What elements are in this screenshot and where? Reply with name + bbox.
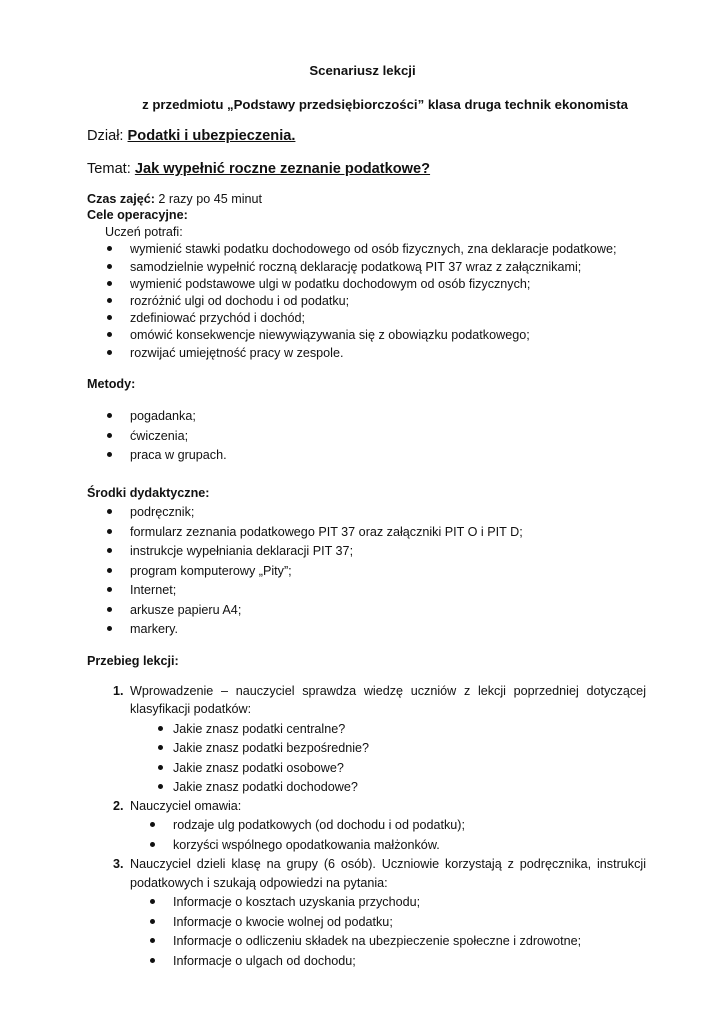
- step-text: Nauczyciel dzieli klasę na grupy (6 osób). Uczniowie korzystają z podręcznika, instrukcji: [130, 857, 646, 871]
- metody-heading: Metody:: [87, 377, 136, 391]
- czas-label: Czas zajęć:: [87, 192, 155, 206]
- bullet-icon: [107, 246, 112, 251]
- list-item: program komputerowy „Pity”;: [130, 564, 292, 578]
- bullet-icon: [150, 919, 155, 924]
- list-item: rodzaje ulg podatkowych (od dochodu i od podatku);: [173, 818, 465, 832]
- bullet-icon: [107, 509, 112, 514]
- bullet-icon: [107, 298, 112, 303]
- bullet-icon: [107, 587, 112, 592]
- list-item: podręcznik;: [130, 505, 195, 519]
- bullet-icon: [107, 350, 112, 355]
- czas-value: 2 razy po 45 minut: [154, 192, 263, 206]
- step-text-cont: klasyfikacji podatków:: [130, 702, 252, 716]
- list-item: pogadanka;: [130, 409, 196, 423]
- temat-label: Temat:: [87, 161, 135, 177]
- list-item: zdefiniować przychód i dochód;: [130, 311, 306, 325]
- step-number: 1.: [113, 684, 124, 698]
- step-text: Nauczyciel omawia:: [130, 799, 242, 813]
- dzial-label: Dział:: [87, 128, 128, 144]
- list-item: ćwiczenia;: [130, 429, 189, 443]
- bullet-icon: [158, 726, 163, 731]
- bullet-icon: [107, 433, 112, 438]
- bullet-icon: [107, 626, 112, 631]
- step-number: 3.: [113, 857, 124, 871]
- bullet-icon: [158, 765, 163, 770]
- list-item: markery.: [130, 622, 179, 636]
- cele-heading: Cele operacyjne:: [87, 208, 188, 222]
- temat-line: [87, 160, 430, 178]
- list-item: Informacje o ulgach od dochodu;: [173, 954, 356, 968]
- list-item: Informacje o kwocie wolnej od podatku;: [173, 915, 393, 929]
- list-item: praca w grupach.: [130, 448, 227, 462]
- bullet-icon: [107, 548, 112, 553]
- bullet-icon: [150, 899, 155, 904]
- dzial-line: [87, 127, 295, 145]
- bullet-icon: [150, 822, 155, 827]
- step-text: Wprowadzenie – nauczyciel sprawdza wiedzę uczniów z lekcji poprzedniej dotyczącej: [130, 684, 646, 698]
- bullet-icon: [107, 281, 112, 286]
- bullet-icon: [107, 413, 112, 418]
- list-item: Informacje o kosztach uzyskania przychodu;: [173, 895, 421, 909]
- bullet-icon: [107, 529, 112, 534]
- list-item: instrukcje wypełniania deklaracji PIT 37;: [130, 544, 354, 558]
- list-item: arkusze papieru A4;: [130, 603, 242, 617]
- bullet-icon: [107, 452, 112, 457]
- list-item: rozwijać umiejętność pracy w zespole.: [130, 346, 344, 360]
- przebieg-heading: Przebieg lekcji:: [87, 654, 179, 668]
- list-item: Jakie znasz podatki dochodowe?: [173, 780, 358, 794]
- bullet-icon: [107, 332, 112, 337]
- bullet-icon: [150, 842, 155, 847]
- step-number: 2.: [113, 799, 124, 813]
- list-item: Informacje o odliczeniu składek na ubezpieczenie społeczne i zdrowotne;: [173, 934, 582, 948]
- list-item: korzyści wspólnego opodatkowania małżonków.: [173, 838, 440, 852]
- bullet-icon: [150, 958, 155, 963]
- step-text-cont: podatkowych i szukają odpowiedzi na pytania:: [130, 876, 388, 890]
- list-item: Internet;: [130, 583, 177, 597]
- dzial-value: Podatki i ubezpieczenia.: [127, 128, 296, 144]
- bullet-icon: [158, 784, 163, 789]
- bullet-icon: [107, 568, 112, 573]
- list-item: Jakie znasz podatki centralne?: [173, 722, 346, 736]
- bullet-icon: [107, 264, 112, 269]
- list-item: rozróżnić ulgi od dochodu i od podatku;: [130, 294, 350, 308]
- bullet-icon: [107, 607, 112, 612]
- list-item: wymienić podstawowe ulgi w podatku dochodowym od osób fizycznych;: [130, 277, 531, 291]
- bullet-icon: [158, 745, 163, 750]
- list-item: samodzielnie wypełnić roczną deklarację podatkową PIT 37 wraz z załącznikami;: [130, 260, 582, 274]
- document-subtitle: z przedmiotu „Podstawy przedsiębiorczości” klasa druga technik ekonomista: [142, 97, 628, 112]
- czas-line: [87, 191, 262, 207]
- list-item: formularz zeznania podatkowego PIT 37 oraz załączniki PIT O i PIT D;: [130, 525, 523, 539]
- temat-value: Jak wypełnić roczne zeznanie podatkowe?: [134, 161, 431, 177]
- list-item: Jakie znasz podatki osobowe?: [173, 761, 344, 775]
- srodki-heading: Środki dydaktyczne:: [87, 486, 210, 500]
- list-item: Jakie znasz podatki bezpośrednie?: [173, 741, 370, 755]
- document-title: Scenariusz lekcji: [309, 63, 416, 78]
- bullet-icon: [107, 315, 112, 320]
- cele-intro: Uczeń potrafi:: [105, 225, 183, 239]
- list-item: wymienić stawki podatku dochodowego od osób fizycznych, zna deklaracje podatkowe;: [130, 242, 617, 256]
- bullet-icon: [150, 938, 155, 943]
- list-item: omówić konsekwencje niewywiązywania się z obowiązku podatkowego;: [130, 328, 530, 342]
